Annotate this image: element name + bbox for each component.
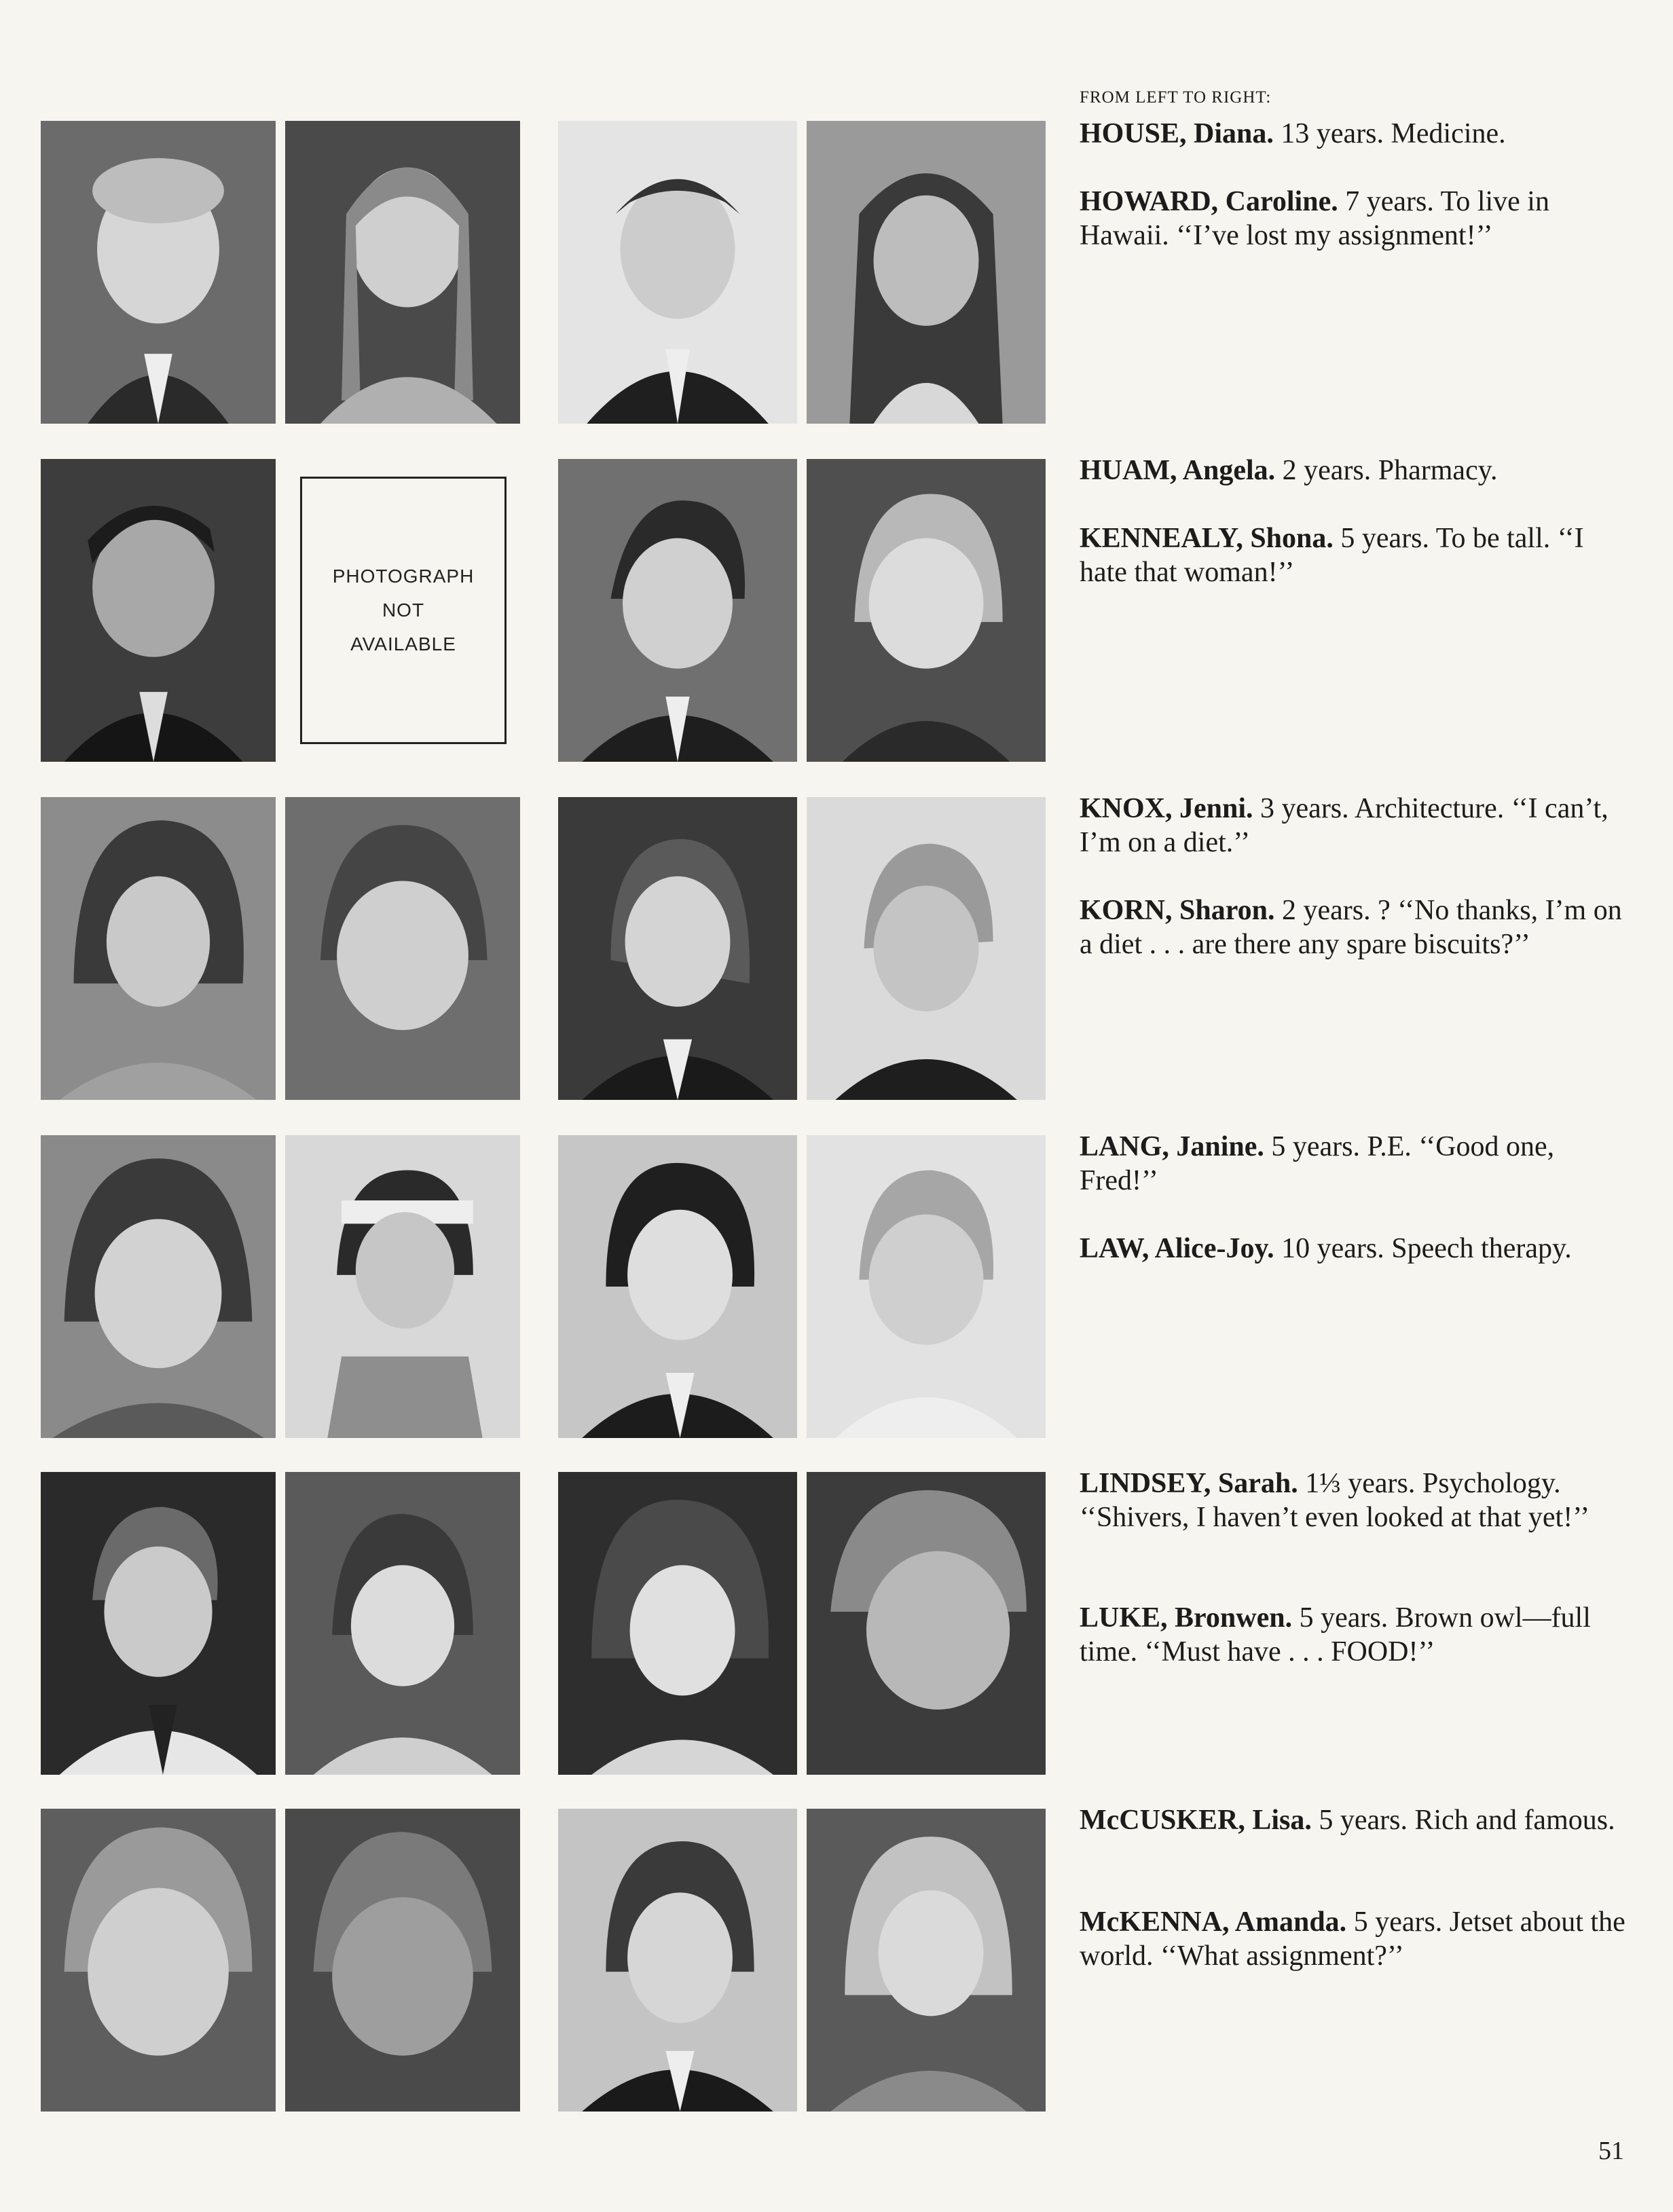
entry-text: 13 years. Medicine. bbox=[1273, 118, 1506, 149]
portrait-lindsey-senior bbox=[41, 1472, 276, 1775]
photograph-not-available-placeholder bbox=[300, 477, 507, 744]
entry-name: LAW, Alice-Joy. bbox=[1080, 1233, 1274, 1264]
portrait-kennealy-senior bbox=[558, 459, 797, 762]
entry-kennealy bbox=[1080, 521, 1636, 589]
portrait-mckenna-child bbox=[807, 1809, 1046, 2112]
portrait-mccusker-child bbox=[285, 1809, 520, 2112]
portrait-luke-child bbox=[807, 1472, 1046, 1775]
entry-name: McCUSKER, Lisa. bbox=[1080, 1805, 1312, 1836]
entry-text: 5 years. P.E. ‘‘Good one, Fred!’’ bbox=[1080, 1131, 1555, 1196]
portrait-house-child bbox=[285, 121, 520, 424]
entry-text: 2 years. Pharmacy. bbox=[1275, 455, 1498, 486]
entry-name: KNOX, Jenni. bbox=[1080, 793, 1253, 824]
entry-knox bbox=[1080, 792, 1636, 860]
entry-name: KENNEALY, Shona. bbox=[1080, 523, 1334, 554]
entry-text: 5 years. Brown owl—full time. ‘‘Must have . . . FOOD!’’ bbox=[1080, 1602, 1591, 1667]
entry-name: McKENNA, Amanda. bbox=[1080, 1906, 1347, 1938]
portrait-howard-child bbox=[807, 121, 1046, 424]
entry-name: KORN, Sharon. bbox=[1080, 895, 1275, 926]
entry-korn bbox=[1080, 893, 1636, 961]
portrait-mccusker-senior bbox=[41, 1809, 276, 2112]
portrait-mckenna-senior bbox=[558, 1809, 797, 2112]
entry-text: 5 years. Jetset about the world. ‘‘What assignment?’’ bbox=[1080, 1906, 1625, 1972]
entry-name: LUKE, Bronwen. bbox=[1080, 1602, 1293, 1634]
entry-huam bbox=[1080, 454, 1636, 487]
portrait-korn-senior bbox=[558, 797, 797, 1100]
portrait-luke-senior bbox=[558, 1472, 797, 1775]
entry-text: 5 years. To be tall. ‘‘I hate that woman!’’ bbox=[1080, 523, 1584, 588]
entry-name: LINDSEY, Sarah. bbox=[1080, 1468, 1298, 1499]
entry-name: HOUSE, Diana. bbox=[1080, 118, 1274, 149]
entry-mckenna bbox=[1080, 1905, 1636, 1973]
entry-text: 10 years. Speech therapy. bbox=[1274, 1233, 1572, 1264]
entry-lindsey bbox=[1080, 1467, 1636, 1534]
entry-mccusker bbox=[1080, 1803, 1636, 1837]
entry-house bbox=[1080, 117, 1636, 151]
portrait-lang-senior bbox=[41, 1135, 276, 1438]
entry-lang bbox=[1080, 1130, 1636, 1198]
entry-name: LANG, Janine. bbox=[1080, 1131, 1264, 1162]
entry-name: HOWARD, Caroline. bbox=[1080, 186, 1338, 217]
portrait-lang-child bbox=[285, 1135, 520, 1438]
placeholder-line: NOT bbox=[382, 600, 425, 621]
entry-law bbox=[1080, 1232, 1636, 1266]
entry-text: 2 years. ? ‘‘No thanks, I’m on a diet . . . are there any spare biscuits?’’ bbox=[1080, 895, 1622, 960]
placeholder-line: AVAILABLE bbox=[350, 633, 456, 655]
portrait-lindsey-child bbox=[285, 1472, 520, 1775]
entry-luke bbox=[1080, 1601, 1636, 1669]
section-header: FROM LEFT TO RIGHT: bbox=[1080, 88, 1272, 107]
portrait-knox-senior bbox=[41, 797, 276, 1100]
portrait-law-child bbox=[807, 1135, 1046, 1438]
entry-text: 3 years. Architecture. ‘‘I can’t, I’m on a diet.’’ bbox=[1080, 793, 1608, 858]
entry-text: 7 years. To live in Hawaii. ‘‘I’ve lost my assignment!’’ bbox=[1080, 186, 1549, 251]
portrait-law-senior bbox=[558, 1135, 797, 1438]
portrait-knox-child bbox=[285, 797, 520, 1100]
placeholder-line: PHOTOGRAPH bbox=[332, 566, 475, 587]
portrait-kennealy-child bbox=[807, 459, 1046, 762]
entry-name: HUAM, Angela. bbox=[1080, 455, 1276, 486]
portrait-howard-senior bbox=[558, 121, 797, 424]
entry-text: 1⅓ years. Psychology. ‘‘Shivers, I haven’t even looked at that yet!’’ bbox=[1080, 1468, 1590, 1533]
page-number: 51 bbox=[1598, 2137, 1624, 2165]
portrait-korn-child bbox=[807, 797, 1046, 1100]
portrait-huam-senior bbox=[41, 459, 276, 762]
portrait-house-senior bbox=[41, 121, 276, 424]
entry-howard bbox=[1080, 185, 1636, 253]
entry-text: 5 years. Rich and famous. bbox=[1311, 1805, 1615, 1836]
